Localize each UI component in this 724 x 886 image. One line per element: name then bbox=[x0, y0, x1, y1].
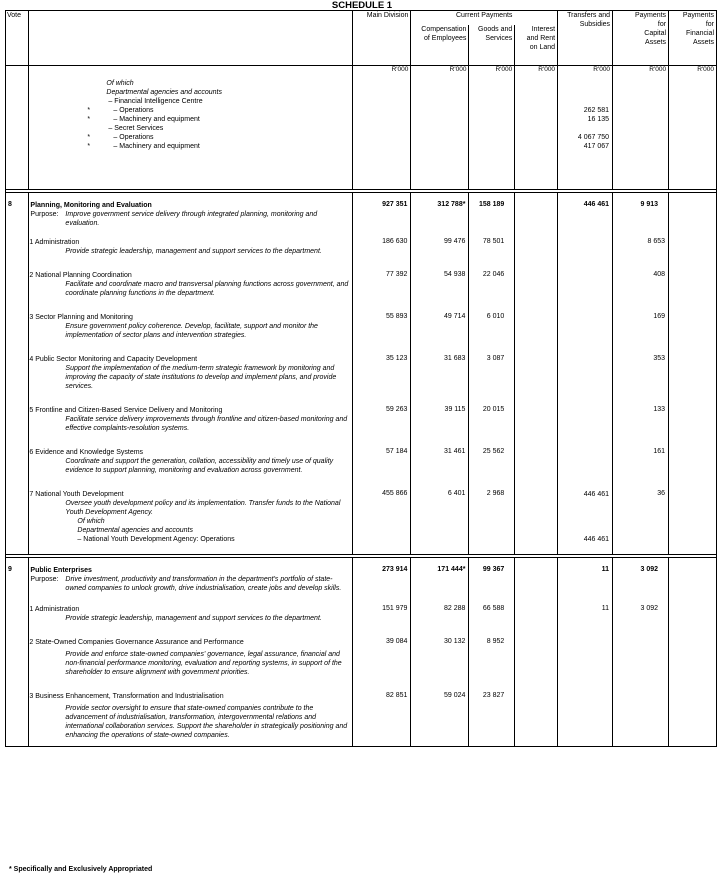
schedule-title: SCHEDULE 1 bbox=[331, 0, 393, 11]
main-division-header: Main Division bbox=[353, 11, 411, 66]
schedule-table bbox=[5, 10, 717, 747]
transfers-header: Transfers and Subsidies bbox=[558, 11, 613, 66]
vote-8-row: 8 Planning, Monitoring and Evaluation Purpose: Improve government service delivery through integrated planning, monitoring and evaluation. 927 351 312 788* 158 189 446 461 9 913 bbox=[6, 193, 717, 239]
financial-assets-header: Payments for Financial Assets bbox=[669, 11, 717, 66]
capital-assets-header: Payments for Capital Assets bbox=[613, 11, 669, 66]
programme-row: 6 Evidence and Knowledge Systems Coordinate and support the generation, collation, accessibility and timely use of quality evidence to support planning, monitoring and evaluation across government. 57 184 31 461 25 562 161 bbox=[6, 448, 717, 490]
interest-header: Interest and Rent on Land bbox=[515, 25, 558, 66]
current-payments-header: Current Payments bbox=[411, 11, 558, 26]
programme-row: 3 Business Enhancement, Transformation and Industrialisation Provide sector oversight to ensure that state-owned companies contribute to the advancement of industrialisation, transformation, intergovernmental relations and international collaboration services. Support the shareholder in strategically positioning and enhancing the operations of state-owned companies. 82 851 59 024 23 827 bbox=[6, 692, 717, 747]
vote-header: Vote bbox=[6, 11, 29, 66]
programme-row: 4 Public Sector Monitoring and Capacity Development Support the implementation of the medium-term strategic framework by monitoring and improving the capacity of state institutions to develop and implement plans, and provide services. 35 123 31 683 3 087 353 bbox=[6, 355, 717, 406]
programme-row: 5 Frontline and Citizen-Based Service Delivery and Monitoring Facilitate service delivery improvements through frontline and citizen-based monitoring and effective complaints-resolution systems. 59 263 39 115 20 015 133 bbox=[6, 406, 717, 448]
footnote: * Specifically and Exclusively Appropriated bbox=[9, 866, 153, 873]
units-row: R'000 R'000 R'000 R'000 R'000 R'000 R'000 bbox=[6, 66, 717, 78]
programme-row: 1 Administration Provide strategic leadership, management and support services to the department. 186 630 99 476 78 501 8 653 bbox=[6, 238, 717, 271]
programme-row: 3 Sector Planning and Monitoring Ensure government policy coherence. Develop, facilitate, support and monitor the implementation of sector plans and intervention strategies. 55 893 49 714 6 010 169 bbox=[6, 313, 717, 355]
vote-9-row: 9 Public Enterprises Purpose: Drive investment, productivity and transformation in the department's portfolio of state-owned companies to unlock growth, drive industrialisation, create jobs and develop skills. 273 914 171 444* 99 367 11 3 092 bbox=[6, 558, 717, 606]
programme-row: 1 Administration Provide strategic leadership, management and support services to the department. 151 979 82 288 66 588 11 3 092 bbox=[6, 605, 717, 638]
description-header bbox=[29, 11, 353, 66]
comp-employees-header: Compensation of Employees bbox=[411, 25, 469, 66]
programme-row: 7 National Youth Development Oversee youth development policy and its implementation. Transfer funds to the National Youth Development Agency. Of which Departmental agencies and accounts – National Youth Development Agency: Operations 455 866 6 401 2 968 446 461 446 461 36 bbox=[6, 490, 717, 555]
goods-services-header: Goods and Services bbox=[469, 25, 515, 66]
programme-row: 2 National Planning Coordination Facilitate and coordinate macro and transversal planning functions across government, and coordinate planning functions in the department. 77 392 54 938 22 046 408 bbox=[6, 271, 717, 313]
of-which-block: Of which Departmental agencies and accounts – Financial Intelligence Centre * – Operations * – Machinery and equipment – Secret Services * – Operations * – Machinery and equipment 262 581 16 135 4 067 750 417 067 bbox=[6, 77, 717, 190]
programme-row: 2 State-Owned Companies Governance Assurance and Performance Provide and enforce state-owned companies' governance, legal assurance, financial and non-financial performance monitoring, evaluation and reporting systems, in support of the shareholder to ensure alignment with government priorities. 39 084 30 132 8 952 bbox=[6, 638, 717, 692]
